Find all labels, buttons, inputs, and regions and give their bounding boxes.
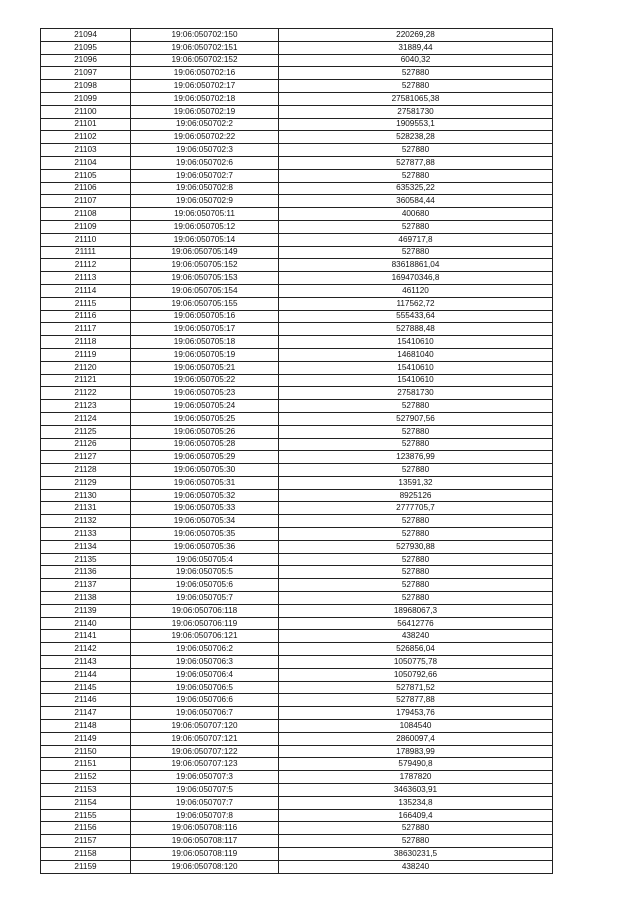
row-number-cell: 21147 xyxy=(41,707,131,720)
table-body xyxy=(41,29,553,874)
row-number-cell: 21158 xyxy=(41,848,131,861)
cadastral-number-cell: 19:06:050708:116 xyxy=(131,822,279,835)
table-row xyxy=(41,784,553,797)
cadastral-number-cell: 19:06:050702:151 xyxy=(131,41,279,54)
table-row xyxy=(41,681,553,694)
table-row xyxy=(41,246,553,259)
value-cell: 527871,52 xyxy=(279,681,553,694)
table-row xyxy=(41,694,553,707)
row-number-cell: 21127 xyxy=(41,451,131,464)
row-number-cell: 21136 xyxy=(41,566,131,579)
cadastral-number-cell: 19:06:050707:5 xyxy=(131,784,279,797)
value-cell: 469717,8 xyxy=(279,233,553,246)
value-cell: 527877,88 xyxy=(279,694,553,707)
row-number-cell: 21154 xyxy=(41,796,131,809)
row-number-cell: 21105 xyxy=(41,169,131,182)
table-row xyxy=(41,182,553,195)
value-cell: 220269,28 xyxy=(279,29,553,42)
cadastral-number-cell: 19:06:050707:121 xyxy=(131,732,279,745)
cadastral-number-cell: 19:06:050706:119 xyxy=(131,617,279,630)
cadastral-number-cell: 19:06:050702:152 xyxy=(131,54,279,67)
cadastral-number-cell: 19:06:050705:155 xyxy=(131,297,279,310)
value-cell: 2860097,4 xyxy=(279,732,553,745)
value-cell: 13591,32 xyxy=(279,476,553,489)
table-row xyxy=(41,233,553,246)
row-number-cell: 21148 xyxy=(41,720,131,733)
table-row xyxy=(41,809,553,822)
value-cell: 527880 xyxy=(279,464,553,477)
value-cell: 27581730 xyxy=(279,387,553,400)
table-row xyxy=(41,860,553,873)
table-row xyxy=(41,566,553,579)
row-number-cell: 21121 xyxy=(41,374,131,387)
row-number-cell: 21101 xyxy=(41,118,131,131)
table-row xyxy=(41,310,553,323)
table-row xyxy=(41,707,553,720)
row-number-cell: 21118 xyxy=(41,336,131,349)
table-row xyxy=(41,336,553,349)
cadastral-number-cell: 19:06:050705:28 xyxy=(131,438,279,451)
value-cell: 527880 xyxy=(279,566,553,579)
table-row xyxy=(41,822,553,835)
row-number-cell: 21145 xyxy=(41,681,131,694)
row-number-cell: 21108 xyxy=(41,208,131,221)
row-number-cell: 21106 xyxy=(41,182,131,195)
table-row xyxy=(41,630,553,643)
cadastral-number-cell: 19:06:050705:19 xyxy=(131,348,279,361)
cadastral-number-cell: 19:06:050707:8 xyxy=(131,809,279,822)
cadastral-number-cell: 19:06:050705:5 xyxy=(131,566,279,579)
cadastral-number-cell: 19:06:050706:3 xyxy=(131,656,279,669)
cadastral-number-cell: 19:06:050702:6 xyxy=(131,156,279,169)
cadastral-number-cell: 19:06:050705:18 xyxy=(131,336,279,349)
cadastral-number-cell: 19:06:050705:36 xyxy=(131,540,279,553)
value-cell: 123876,99 xyxy=(279,451,553,464)
table-row xyxy=(41,323,553,336)
cadastral-number-cell: 19:06:050702:7 xyxy=(131,169,279,182)
cadastral-number-cell: 19:06:050706:5 xyxy=(131,681,279,694)
value-cell: 527880 xyxy=(279,220,553,233)
value-cell: 169470346,8 xyxy=(279,272,553,285)
value-cell: 527880 xyxy=(279,67,553,80)
cadastral-number-cell: 19:06:050702:22 xyxy=(131,131,279,144)
table-row xyxy=(41,451,553,464)
value-cell: 635325,22 xyxy=(279,182,553,195)
cadastral-number-cell: 19:06:050706:4 xyxy=(131,668,279,681)
row-number-cell: 21110 xyxy=(41,233,131,246)
row-number-cell: 21135 xyxy=(41,553,131,566)
cadastral-number-cell: 19:06:050708:117 xyxy=(131,835,279,848)
row-number-cell: 21134 xyxy=(41,540,131,553)
table-row xyxy=(41,105,553,118)
cadastral-number-cell: 19:06:050705:34 xyxy=(131,515,279,528)
table-row xyxy=(41,553,553,566)
value-cell: 117562,72 xyxy=(279,297,553,310)
table-row xyxy=(41,41,553,54)
value-cell: 527880 xyxy=(279,400,553,413)
cadastral-number-cell: 19:06:050706:118 xyxy=(131,604,279,617)
row-number-cell: 21138 xyxy=(41,592,131,605)
value-cell: 527880 xyxy=(279,822,553,835)
row-number-cell: 21149 xyxy=(41,732,131,745)
table-row xyxy=(41,400,553,413)
cadastral-number-cell: 19:06:050702:16 xyxy=(131,67,279,80)
value-cell: 438240 xyxy=(279,630,553,643)
row-number-cell: 21152 xyxy=(41,771,131,784)
table-row xyxy=(41,284,553,297)
table-row xyxy=(41,745,553,758)
row-number-cell: 21097 xyxy=(41,67,131,80)
value-cell: 527880 xyxy=(279,144,553,157)
cadastral-number-cell: 19:06:050705:14 xyxy=(131,233,279,246)
row-number-cell: 21123 xyxy=(41,400,131,413)
value-cell: 178983,99 xyxy=(279,745,553,758)
table-row xyxy=(41,502,553,515)
table-row xyxy=(41,720,553,733)
table-row xyxy=(41,425,553,438)
value-cell: 1909553,1 xyxy=(279,118,553,131)
value-cell: 18968067,3 xyxy=(279,604,553,617)
table-row xyxy=(41,540,553,553)
table-row xyxy=(41,771,553,784)
value-cell: 83618861,04 xyxy=(279,259,553,272)
value-cell: 56412776 xyxy=(279,617,553,630)
value-cell: 528238,28 xyxy=(279,131,553,144)
cadastral-number-cell: 19:06:050705:6 xyxy=(131,579,279,592)
row-number-cell: 21113 xyxy=(41,272,131,285)
row-number-cell: 21150 xyxy=(41,745,131,758)
row-number-cell: 21146 xyxy=(41,694,131,707)
cadastral-number-cell: 19:06:050705:33 xyxy=(131,502,279,515)
table-row xyxy=(41,259,553,272)
value-cell: 400680 xyxy=(279,208,553,221)
value-cell: 1050792,66 xyxy=(279,668,553,681)
value-cell: 38630231,5 xyxy=(279,848,553,861)
value-cell: 527930,88 xyxy=(279,540,553,553)
table-row xyxy=(41,464,553,477)
table-row xyxy=(41,220,553,233)
cadastral-number-cell: 19:06:050707:122 xyxy=(131,745,279,758)
cadastral-number-cell: 19:06:050702:8 xyxy=(131,182,279,195)
value-cell: 527880 xyxy=(279,528,553,541)
row-number-cell: 21126 xyxy=(41,438,131,451)
value-cell: 527888,48 xyxy=(279,323,553,336)
value-cell: 15410610 xyxy=(279,374,553,387)
value-cell: 438240 xyxy=(279,860,553,873)
row-number-cell: 21143 xyxy=(41,656,131,669)
table-row xyxy=(41,476,553,489)
row-number-cell: 21107 xyxy=(41,195,131,208)
cadastral-number-cell: 19:06:050705:30 xyxy=(131,464,279,477)
row-number-cell: 21159 xyxy=(41,860,131,873)
table-row xyxy=(41,29,553,42)
cadastral-number-cell: 19:06:050707:7 xyxy=(131,796,279,809)
table-row xyxy=(41,195,553,208)
value-cell: 8925126 xyxy=(279,489,553,502)
row-number-cell: 21094 xyxy=(41,29,131,42)
table-row xyxy=(41,131,553,144)
cadastral-number-cell: 19:06:050702:2 xyxy=(131,118,279,131)
value-cell: 527880 xyxy=(279,246,553,259)
row-number-cell: 21124 xyxy=(41,412,131,425)
cadastral-number-cell: 19:06:050707:123 xyxy=(131,758,279,771)
value-cell: 527880 xyxy=(279,553,553,566)
table-row xyxy=(41,272,553,285)
cadastral-number-cell: 19:06:050702:18 xyxy=(131,92,279,105)
table-row xyxy=(41,412,553,425)
cadastral-number-cell: 19:06:050705:153 xyxy=(131,272,279,285)
row-number-cell: 21099 xyxy=(41,92,131,105)
value-cell: 555433,64 xyxy=(279,310,553,323)
table-row xyxy=(41,758,553,771)
row-number-cell: 21095 xyxy=(41,41,131,54)
value-cell: 527907,56 xyxy=(279,412,553,425)
row-number-cell: 21133 xyxy=(41,528,131,541)
table-row xyxy=(41,54,553,67)
table-row xyxy=(41,348,553,361)
value-cell: 527877,88 xyxy=(279,156,553,169)
row-number-cell: 21129 xyxy=(41,476,131,489)
cadastral-number-cell: 19:06:050702:150 xyxy=(131,29,279,42)
value-cell: 6040,32 xyxy=(279,54,553,67)
cadastral-number-cell: 19:06:050705:24 xyxy=(131,400,279,413)
cadastral-number-cell: 19:06:050708:120 xyxy=(131,860,279,873)
row-number-cell: 21125 xyxy=(41,425,131,438)
cadastral-number-cell: 19:06:050706:2 xyxy=(131,643,279,656)
cadastral-number-cell: 19:06:050706:6 xyxy=(131,694,279,707)
row-number-cell: 21131 xyxy=(41,502,131,515)
cadastral-number-cell: 19:06:050705:32 xyxy=(131,489,279,502)
table-row xyxy=(41,617,553,630)
cadastral-number-cell: 19:06:050705:16 xyxy=(131,310,279,323)
row-number-cell: 21096 xyxy=(41,54,131,67)
value-cell: 526856,04 xyxy=(279,643,553,656)
table-row xyxy=(41,835,553,848)
row-number-cell: 21130 xyxy=(41,489,131,502)
table-row xyxy=(41,361,553,374)
value-cell: 135234,8 xyxy=(279,796,553,809)
cadastral-number-cell: 19:06:050705:25 xyxy=(131,412,279,425)
table-row xyxy=(41,848,553,861)
row-number-cell: 21109 xyxy=(41,220,131,233)
table-row xyxy=(41,668,553,681)
value-cell: 527880 xyxy=(279,80,553,93)
cadastral-number-cell: 19:06:050702:19 xyxy=(131,105,279,118)
row-number-cell: 21151 xyxy=(41,758,131,771)
value-cell: 14681040 xyxy=(279,348,553,361)
value-cell: 527880 xyxy=(279,438,553,451)
value-cell: 527880 xyxy=(279,579,553,592)
cadastral-number-cell: 19:06:050707:3 xyxy=(131,771,279,784)
row-number-cell: 21137 xyxy=(41,579,131,592)
value-cell: 27581730 xyxy=(279,105,553,118)
value-cell: 3463603,91 xyxy=(279,784,553,797)
table-row xyxy=(41,604,553,617)
value-cell: 1084540 xyxy=(279,720,553,733)
value-cell: 579490,8 xyxy=(279,758,553,771)
table-row xyxy=(41,489,553,502)
cadastral-number-cell: 19:06:050705:21 xyxy=(131,361,279,374)
row-number-cell: 21153 xyxy=(41,784,131,797)
table-row xyxy=(41,579,553,592)
row-number-cell: 21141 xyxy=(41,630,131,643)
row-number-cell: 21139 xyxy=(41,604,131,617)
value-cell: 2777705,7 xyxy=(279,502,553,515)
cadastral-number-cell: 19:06:050705:152 xyxy=(131,259,279,272)
table-row xyxy=(41,67,553,80)
cadastral-number-cell: 19:06:050705:22 xyxy=(131,374,279,387)
row-number-cell: 21112 xyxy=(41,259,131,272)
cadastral-number-cell: 19:06:050708:119 xyxy=(131,848,279,861)
cadastral-number-cell: 19:06:050705:29 xyxy=(131,451,279,464)
table-row xyxy=(41,118,553,131)
row-number-cell: 21120 xyxy=(41,361,131,374)
cadastral-number-cell: 19:06:050705:4 xyxy=(131,553,279,566)
value-cell: 527880 xyxy=(279,515,553,528)
table-row xyxy=(41,144,553,157)
value-cell: 527880 xyxy=(279,425,553,438)
value-cell: 1050775,78 xyxy=(279,656,553,669)
row-number-cell: 21100 xyxy=(41,105,131,118)
row-number-cell: 21156 xyxy=(41,822,131,835)
cadastral-number-cell: 19:06:050702:17 xyxy=(131,80,279,93)
value-cell: 27581065,38 xyxy=(279,92,553,105)
table-row xyxy=(41,80,553,93)
table-row xyxy=(41,438,553,451)
row-number-cell: 21114 xyxy=(41,284,131,297)
table-row xyxy=(41,297,553,310)
value-cell: 527880 xyxy=(279,835,553,848)
cadastral-number-cell: 19:06:050702:3 xyxy=(131,144,279,157)
cadastral-number-cell: 19:06:050705:23 xyxy=(131,387,279,400)
row-number-cell: 21140 xyxy=(41,617,131,630)
row-number-cell: 21111 xyxy=(41,246,131,259)
table-row xyxy=(41,169,553,182)
table-row xyxy=(41,208,553,221)
row-number-cell: 21098 xyxy=(41,80,131,93)
row-number-cell: 21155 xyxy=(41,809,131,822)
table-row xyxy=(41,796,553,809)
cadastral-number-cell: 19:06:050705:11 xyxy=(131,208,279,221)
value-cell: 1787820 xyxy=(279,771,553,784)
row-number-cell: 21144 xyxy=(41,668,131,681)
cadastral-number-cell: 19:06:050705:154 xyxy=(131,284,279,297)
value-cell: 31889,44 xyxy=(279,41,553,54)
row-number-cell: 21102 xyxy=(41,131,131,144)
row-number-cell: 21157 xyxy=(41,835,131,848)
cadastral-number-cell: 19:06:050705:31 xyxy=(131,476,279,489)
value-cell: 179453,76 xyxy=(279,707,553,720)
value-cell: 166409,4 xyxy=(279,809,553,822)
row-number-cell: 21122 xyxy=(41,387,131,400)
row-number-cell: 21128 xyxy=(41,464,131,477)
row-number-cell: 21116 xyxy=(41,310,131,323)
cadastral-number-cell: 19:06:050705:149 xyxy=(131,246,279,259)
table-row xyxy=(41,374,553,387)
table-row xyxy=(41,656,553,669)
cadastral-number-cell: 19:06:050706:7 xyxy=(131,707,279,720)
row-number-cell: 21142 xyxy=(41,643,131,656)
cadastral-number-cell: 19:06:050702:9 xyxy=(131,195,279,208)
row-number-cell: 21103 xyxy=(41,144,131,157)
cadastral-number-cell: 19:06:050705:26 xyxy=(131,425,279,438)
table-row xyxy=(41,387,553,400)
cadastral-number-cell: 19:06:050705:7 xyxy=(131,592,279,605)
value-cell: 527880 xyxy=(279,169,553,182)
cadastral-number-cell: 19:06:050706:121 xyxy=(131,630,279,643)
value-cell: 15410610 xyxy=(279,361,553,374)
table-row xyxy=(41,528,553,541)
table-row xyxy=(41,732,553,745)
cadastral-number-cell: 19:06:050705:17 xyxy=(131,323,279,336)
row-number-cell: 21115 xyxy=(41,297,131,310)
cadastral-value-table xyxy=(40,28,553,874)
cadastral-number-cell: 19:06:050705:12 xyxy=(131,220,279,233)
value-cell: 527880 xyxy=(279,592,553,605)
value-cell: 461120 xyxy=(279,284,553,297)
table-row xyxy=(41,92,553,105)
table-row xyxy=(41,643,553,656)
row-number-cell: 21119 xyxy=(41,348,131,361)
value-cell: 15410610 xyxy=(279,336,553,349)
row-number-cell: 21117 xyxy=(41,323,131,336)
table-row xyxy=(41,515,553,528)
value-cell: 360584,44 xyxy=(279,195,553,208)
row-number-cell: 21132 xyxy=(41,515,131,528)
cadastral-number-cell: 19:06:050707:120 xyxy=(131,720,279,733)
cadastral-number-cell: 19:06:050705:35 xyxy=(131,528,279,541)
row-number-cell: 21104 xyxy=(41,156,131,169)
table-row xyxy=(41,156,553,169)
table-row xyxy=(41,592,553,605)
